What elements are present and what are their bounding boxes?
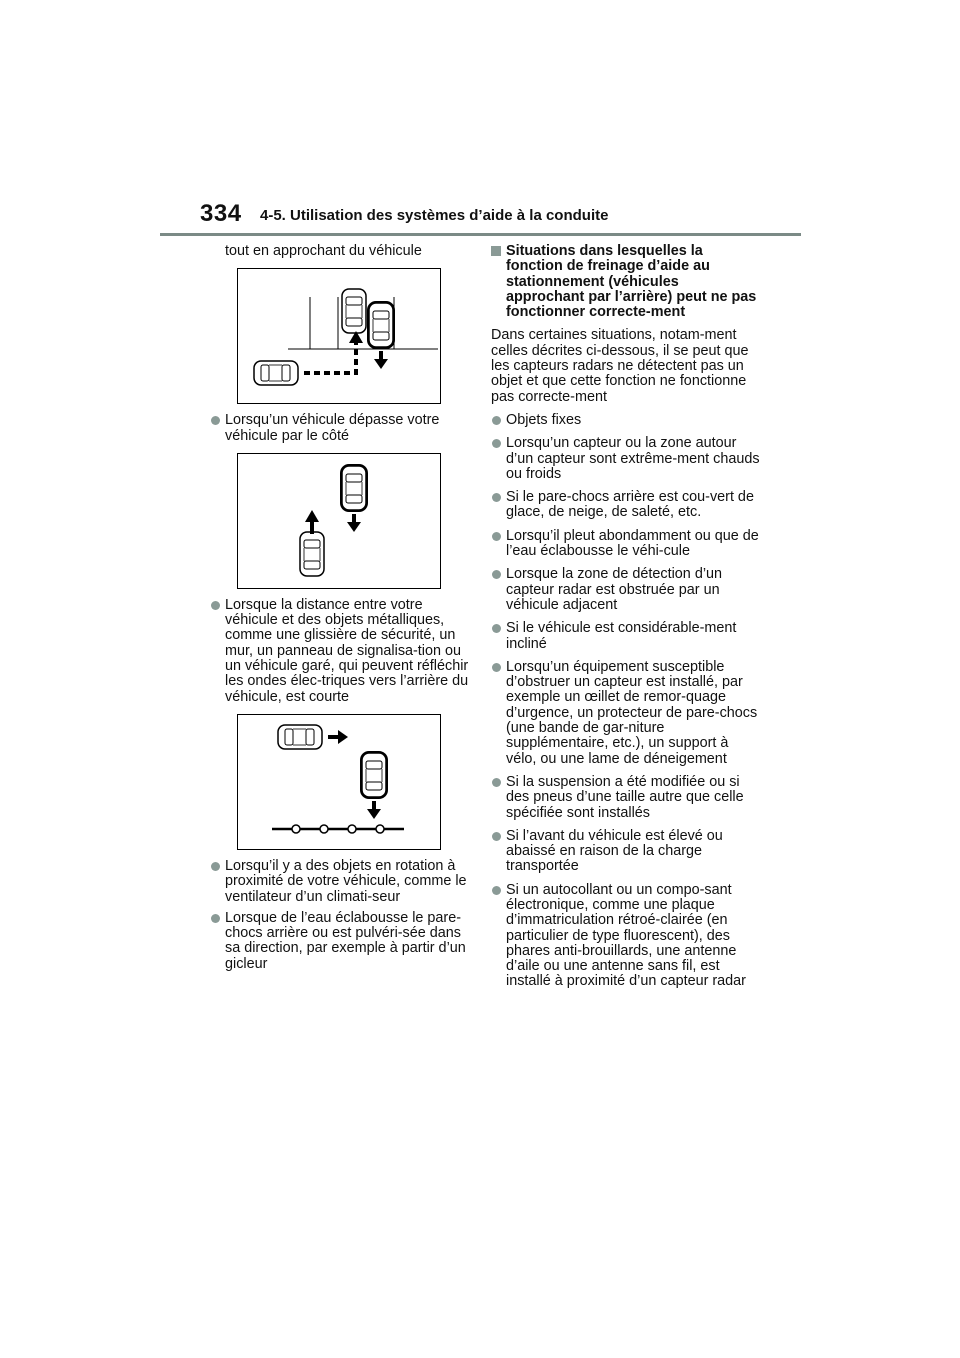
figure-reflective-objects [237, 714, 441, 850]
section-title: 4-5. Utilisation des systèmes d’aide à la conduite [260, 207, 609, 224]
square-bullet-icon [491, 246, 501, 256]
page-header [200, 200, 800, 236]
bullet-item: Lorsqu’un véhicule dépasse votre véhicule par le côté [210, 413, 472, 444]
own-car-icon [368, 302, 394, 348]
passing-car-icon [300, 532, 324, 576]
intro-paragraph: Dans certaines situations, notam-ment celles décrites ci-dessous, il se peut que les capteurs radars ne détectent pas un objet et que cette fonction ne fonctionne pas correcte-ment [491, 327, 749, 405]
own-car-icon [361, 752, 387, 798]
right-column [491, 244, 761, 998]
bullet-item: Lorsque de l’eau éclabousse le pare-chocs arrière ou est pulvéri-sée dans sa direction, par exemple à partir d’un gicleur [210, 911, 472, 972]
bullet-item: Si l’avant du véhicule est élevé ou abaissé en raison de la charge transportée [491, 829, 761, 875]
header-rule [160, 233, 801, 236]
bullet-item: Lorsqu’un capteur ou la zone autour d’un capteur sont extrême-ment chauds ou froids [491, 436, 761, 482]
page-number: 334 [200, 200, 242, 227]
intro-continuation: tout en approchant du véhicule [225, 243, 422, 259]
parked-car-icon [342, 289, 366, 333]
bullet-item: Lorsqu’un équipement susceptible d’obstruer un capteur est installé, par exemple un œillet de remor-quage d’urgence, un protecteur de pare-chocs (une bande de gar-niture supplémentaire, etc.), un support à vélo, ou une lame de déneigement [491, 660, 761, 767]
subheading-text: Situations dans lesquelles la fonction de freinage d’aide au stationnement (véhicules approchant par l’arrière) peut ne pas fonctionner correcte-ment [506, 243, 757, 321]
bullet-item: Si le véhicule est considérable-ment incliné [491, 621, 761, 652]
own-car-icon [341, 465, 367, 511]
figure-passing-vehicle [237, 453, 441, 589]
bullet-item: Si le pare-chocs arrière est cou-vert de glace, de neige, de saleté, etc. [491, 490, 761, 521]
figure-approaching-vehicle [237, 268, 441, 404]
bullet-item: Lorsque la zone de détection d’un capteur radar est obstruée par un véhicule adjacent [491, 567, 761, 613]
bullet-item: Si un autocollant ou un compo-sant électronique, comme une plaque d’immatriculation rétroé-clairée (en particulier de type fluorescent), des phares anti-brouillards, une antenne d’aile ou une antenne sans fil, est installé à proximité d’un capteur radar [491, 883, 761, 990]
bullet-item: Si la suspension a été modifiée ou si des pneus d’une taille autre que celle spécifiée sont installés [491, 775, 761, 821]
crossing-car-icon [278, 725, 322, 749]
section-subheading [491, 244, 761, 320]
bullet-item: Lorsqu’il y a des objets en rotation à proximité de votre véhicule, comme le ventilateur d’un climati-seur [210, 859, 472, 905]
bullet-item: Objets fixes [491, 413, 761, 428]
bullet-item: Lorsque la distance entre votre véhicule et des objets métalliques, comme une glissière de sécurité, un mur, un panneau de signalisa-tion ou un véhicule garé, qui peuvent réfléchir les ondes élec-triques vers l’arrière du véhicule, est courte [210, 598, 472, 705]
approaching-car-icon [254, 361, 298, 385]
left-column [210, 244, 472, 978]
bullet-item: Lorsqu’il pleut abondamment ou que de l’eau éclabousse le véhi-cule [491, 529, 761, 560]
